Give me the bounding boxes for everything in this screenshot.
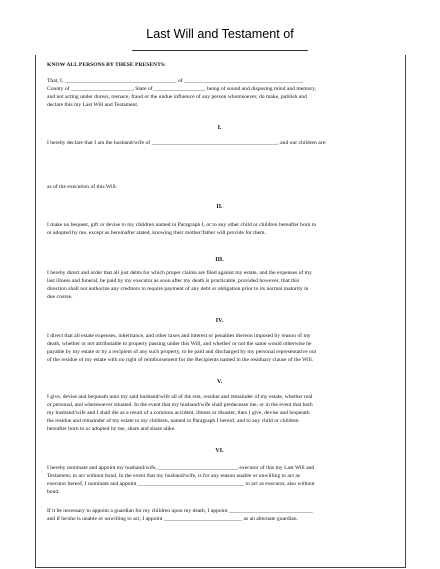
- section-6-line-4: bond.: [47, 489, 60, 495]
- section-3-line-2: last illness and funeral, be paid by my executor as soon after my death is practicable, provided however, that this: [47, 278, 300, 284]
- section-6-line-3: executor hereof, I nominate and appoint ______________________________________ to act as executor, also without: [47, 481, 315, 487]
- title-name-line: [132, 50, 308, 51]
- section-3-line-1: I hereby direct and order that all just debts for which proper claims are filed against my estate, and the expenses of my: [47, 270, 312, 276]
- section-3-heading: III.: [215, 257, 224, 263]
- section-5-heading: V.: [216, 379, 223, 385]
- section-5-line-3: my husband/wife and I shall die as a result of a common accident, illness or disaster, then I give, devise and bequeath: [47, 410, 310, 416]
- section-4-line-3: payable by my estate or by a recipient of any such property, to be paid and discharged by my personal representative out: [47, 349, 317, 355]
- intro-line-2: County of ______________________, State of __________________, being of sound and disposing mind and memory,: [47, 86, 317, 92]
- document-title: Last Will and Testament of: [146, 27, 294, 41]
- guardian-line-1: If it be necessary to appoint a guardian for my children upon my death, I appoint ______________________________: [47, 508, 313, 514]
- section-3-line-3: direction shall not authorize any creditors to require payment of any debt or obligation prior to its normal maturity in: [47, 286, 309, 292]
- section-1-heading: I.: [217, 125, 222, 131]
- intro-line-3: and not acting under duress, menace, fraud or the undue influence of any person whomsoever, do make, publish and: [47, 94, 307, 100]
- section-2-line-1: I make no bequest, gift or devise to my children named in Paragraph I, or to any other child or children hereafter born to: [47, 222, 317, 228]
- section-4-line-4: of the residue of my estate with no right of reimbursement for the Recipients named in the residuary clause of the Will.: [47, 357, 314, 363]
- section-5-line-5: hereafter born to or adopted by me, share and share alike.: [47, 426, 176, 432]
- section-3-line-4: due course.: [47, 294, 73, 300]
- section-4-line-2: death, whether or not attributable to property passing under this Will, and whether or not the same would otherwise be: [47, 341, 312, 347]
- section-5-line-1: I give, devise and bequeath unto my said husband/wife all of the rest, residue and remainder of my estate, whether real: [47, 394, 313, 400]
- intro-line-1: That, I, ________________________________________ of __________________________________________,: [47, 78, 303, 84]
- section-4-heading: IV.: [215, 318, 224, 324]
- section-4-line-1: I direct that all estate expenses, inheritance, and other taxes and interest or penalties thereon imposed by reason of my: [47, 333, 311, 339]
- section-1-as-of: as of the execution of this Will.: [47, 184, 118, 190]
- section-5-line-4: the residue and remainder of my estate to my children, named in Paragraph I hereof, and to any child or children: [47, 418, 299, 424]
- section-2-line-2: or adopted by me, except as hereinafter stated, knowing their mother/father will provide for them.: [47, 230, 266, 236]
- guardian-line-2: and if he/she is unable or unwilling to act, I appoint ____________________________ as an alternate guardian.: [47, 516, 298, 522]
- intro-line-4: declare this my Last Will and Testament.: [47, 102, 139, 108]
- section-6-heading: VI.: [215, 448, 224, 454]
- know-all-heading: KNOW ALL PERSONS BY THESE PRESENTS:: [47, 62, 166, 68]
- section-2-heading: II.: [216, 204, 223, 210]
- section-1-declaration: I hereby declare that I am the husband/wife of _____________________________________________, and our children are:: [47, 140, 327, 146]
- section-6-line-1: I hereby nominate and appoint my husband/wife, ____________________________, executor of this my Last Will and: [47, 465, 315, 471]
- section-5-line-2: or personal, and wheresoever situated. In the event that my husband/wife shall predecease me, or in the event that both: [47, 402, 313, 408]
- section-6-line-2: Testament, to act without bond. In the event that my husband/wife, is for any reason unable or unwilling to act as: [47, 473, 300, 479]
